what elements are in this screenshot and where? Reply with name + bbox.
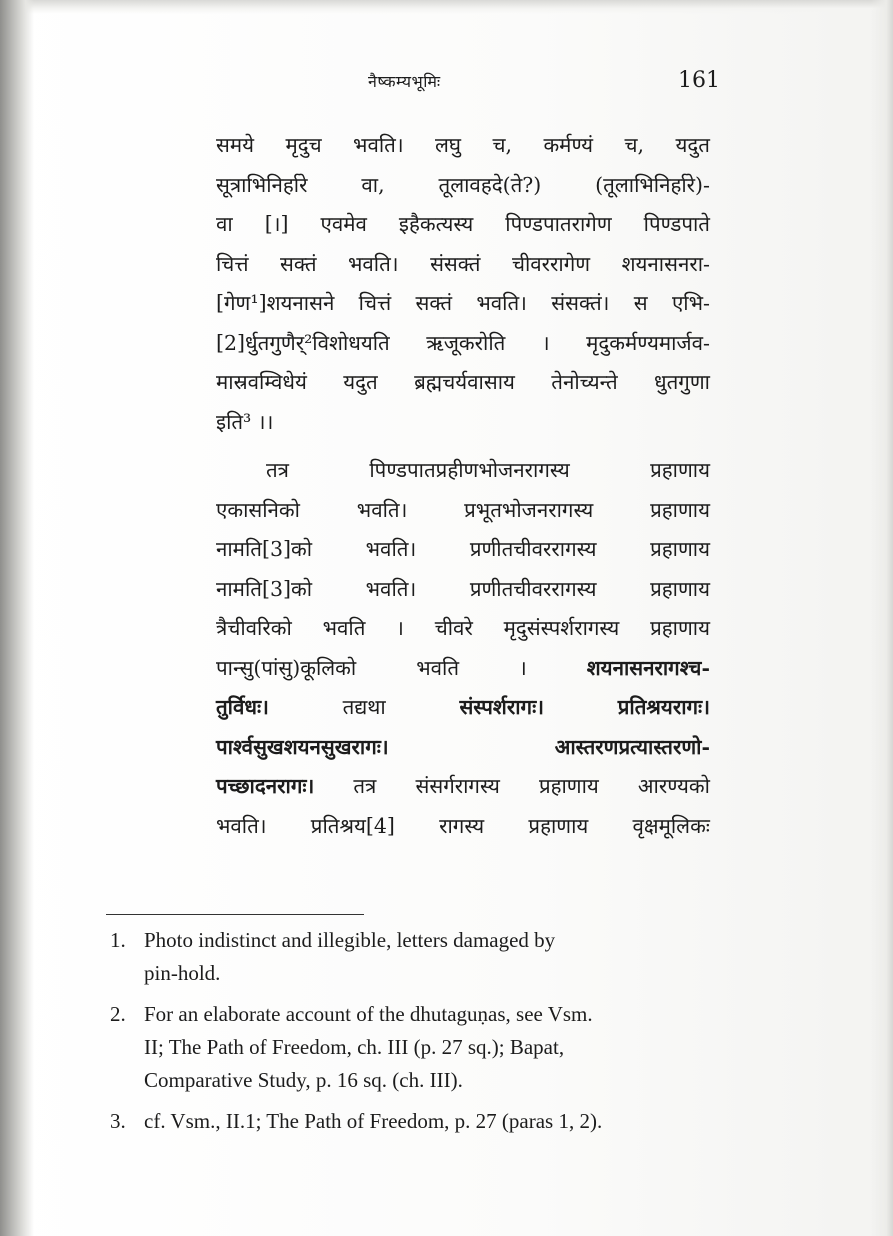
word: भवति। bbox=[365, 576, 417, 601]
text-line bbox=[216, 530, 710, 570]
bold-word: शयनासनरागश्च- bbox=[586, 655, 710, 680]
word: भवति। bbox=[476, 291, 527, 315]
text-line bbox=[216, 570, 710, 610]
footnote-1 bbox=[110, 924, 710, 990]
footnote-line-text: Photo indistinct and illegible, letters damaged by bbox=[144, 928, 556, 952]
footnote-line: For an elaborate account of the dhutaguṇas, see Vsm. bbox=[144, 1002, 593, 1026]
page-number: 161 bbox=[678, 68, 720, 93]
footnote-line: cf. Vsm., II.1; The Path of Freedom, p. 27 (paras 1, 2). bbox=[144, 1109, 603, 1133]
word: । bbox=[518, 655, 527, 680]
text-line bbox=[216, 807, 710, 847]
word: भवति bbox=[322, 616, 366, 640]
text-line bbox=[216, 491, 710, 531]
word: [।] bbox=[264, 212, 289, 236]
page-right-edge bbox=[871, 0, 893, 1236]
word: नामति[3]को bbox=[216, 537, 313, 561]
word: चित्तं bbox=[216, 251, 249, 276]
word: वा bbox=[216, 212, 233, 236]
footnote-line: pin-hold. bbox=[144, 961, 221, 985]
word: धुतगुणा bbox=[654, 370, 710, 394]
footnote-text bbox=[144, 924, 710, 990]
word: मृदुच bbox=[285, 133, 322, 157]
word: पिण्डपाते bbox=[643, 212, 710, 236]
word: यदुत bbox=[675, 133, 710, 157]
word: प्रहाणाय bbox=[528, 813, 589, 838]
word: चीवररागेण bbox=[511, 251, 591, 276]
word: प्रणीतचीवररागस्य bbox=[469, 576, 597, 601]
bold-word: तुर्विधः। bbox=[216, 695, 269, 719]
word: इहैकत्यस्य bbox=[398, 212, 474, 236]
word: प्रहाणाय bbox=[650, 537, 710, 561]
word: समये bbox=[216, 133, 255, 157]
word: तूलावहदे(ते?) bbox=[438, 172, 542, 197]
text-line bbox=[216, 126, 710, 166]
word: (तूलाभिनिर्हारे)- bbox=[595, 172, 710, 197]
word: प्रतिश्रय[4] bbox=[310, 813, 395, 838]
word: त्रैचीवरिको bbox=[216, 616, 292, 640]
word: प्रहाणाय bbox=[538, 774, 599, 798]
footnote-2 bbox=[110, 998, 710, 1097]
word: चित्तं bbox=[358, 291, 392, 315]
word: एभि- bbox=[671, 291, 710, 315]
word: [गेण¹]शयनासने bbox=[216, 291, 335, 315]
page-top-edge bbox=[0, 0, 893, 14]
word: संसर्गरागस्य bbox=[415, 774, 500, 798]
bold-word: पच्छादनरागः। bbox=[216, 774, 315, 798]
word: मृदुसंस्पर्शरागस्य bbox=[503, 616, 620, 640]
text-line bbox=[216, 767, 710, 807]
text-line bbox=[216, 688, 710, 728]
word: भवति bbox=[416, 655, 460, 680]
word: एवमेव bbox=[320, 212, 367, 236]
word: च, bbox=[624, 133, 645, 157]
footnote-line: Comparative Study, p. 16 sq. (ch. III). bbox=[144, 1068, 463, 1092]
word: चीवरे bbox=[434, 616, 473, 640]
running-header-title: नैष्कम्यभूमिः bbox=[368, 72, 441, 91]
text-line bbox=[216, 609, 710, 649]
footnote-number: 1. bbox=[110, 928, 126, 952]
word: । bbox=[396, 616, 404, 640]
footnote-number: 3. bbox=[110, 1109, 126, 1133]
word: भवति। bbox=[216, 813, 267, 838]
word: मास्रवम्विधेयं bbox=[216, 370, 307, 394]
text-line bbox=[216, 284, 710, 324]
footnote-text bbox=[144, 998, 710, 1097]
text-line bbox=[216, 363, 710, 403]
word: कर्मण्यं bbox=[543, 133, 594, 157]
word: संसक्तं। bbox=[551, 291, 610, 315]
footnote-number: 2. bbox=[110, 1002, 126, 1026]
word: आरण्यको bbox=[637, 774, 710, 798]
text-line bbox=[216, 324, 710, 364]
word: एकासनिको bbox=[216, 497, 300, 522]
text-line bbox=[216, 205, 710, 245]
word: भवति। bbox=[365, 537, 417, 561]
footnote-3 bbox=[110, 1105, 710, 1138]
bold-word: आस्तरणप्रत्यास्तरणो- bbox=[554, 734, 710, 759]
word: स bbox=[633, 291, 648, 315]
word: पिण्डपातप्रहीणभोजनरागस्य bbox=[369, 458, 570, 482]
word: प्रहाणाय bbox=[650, 576, 710, 601]
footnote-line: II; The Path of Freedom, ch. III (p. 27 sq.); Bapat, bbox=[144, 1035, 565, 1059]
text-line bbox=[216, 166, 710, 206]
word: भवति। bbox=[356, 497, 408, 522]
footnotes bbox=[110, 924, 710, 1146]
text-line bbox=[216, 649, 710, 689]
word: सक्तं bbox=[415, 291, 453, 315]
word: तत्र bbox=[266, 458, 290, 482]
word: भवति। bbox=[353, 133, 404, 157]
footnote-divider bbox=[106, 914, 364, 915]
word: प्रणीतचीवररागस्य bbox=[469, 537, 597, 561]
word: ब्रह्मचर्यवासाय bbox=[414, 370, 515, 394]
spine-shadow bbox=[0, 0, 34, 1236]
word: इति³ ।। bbox=[216, 409, 274, 434]
word: रागस्य bbox=[439, 813, 485, 838]
word: [2]र्धुतगुणैर्²विशोधयति bbox=[216, 330, 390, 355]
word: नामति[3]को bbox=[216, 576, 313, 601]
text-line bbox=[216, 728, 710, 768]
word: ऋजूकरोति bbox=[426, 330, 506, 355]
word: । bbox=[541, 330, 550, 355]
paragraph-gap bbox=[216, 442, 710, 451]
word: सूत्राभिनिर्हारे bbox=[216, 172, 308, 197]
word: प्रभूतभोजनरागस्य bbox=[464, 497, 594, 522]
word: पिण्डपातरागेण bbox=[505, 212, 612, 236]
word: भवति। bbox=[348, 251, 399, 276]
word: च, bbox=[492, 133, 513, 157]
word: वा, bbox=[361, 172, 385, 197]
footnote-line bbox=[144, 924, 710, 957]
word: मृदुकर्मण्यमार्जव- bbox=[586, 330, 710, 355]
word: सक्तं bbox=[279, 251, 317, 276]
word: संसक्तं bbox=[430, 251, 481, 276]
word: पान्सु(पांसु)कूलिको bbox=[216, 655, 357, 680]
word: शयनासनरा- bbox=[621, 251, 710, 276]
text-line bbox=[216, 451, 710, 491]
bold-word: पार्श्वसुखशयनसुखरागः। bbox=[216, 734, 389, 759]
word: तेनोच्यन्ते bbox=[551, 370, 618, 394]
text-line bbox=[216, 245, 710, 285]
word: तत्र bbox=[353, 774, 377, 798]
word: यदुत bbox=[343, 370, 378, 394]
text-line bbox=[216, 403, 710, 443]
word: वृक्षमूलिकः bbox=[632, 813, 710, 838]
word: प्रहाणाय bbox=[650, 497, 710, 522]
sanskrit-body-text bbox=[216, 126, 710, 846]
footnote-text bbox=[144, 1105, 710, 1138]
word: लघु bbox=[435, 133, 462, 157]
bold-word: संस्पर्शरागः। bbox=[459, 695, 544, 719]
word: प्रहाणाय bbox=[650, 458, 710, 482]
word: प्रहाणाय bbox=[650, 616, 710, 640]
word: तद्यथा bbox=[342, 695, 386, 719]
bold-word: प्रतिश्रयरागः। bbox=[617, 695, 710, 719]
